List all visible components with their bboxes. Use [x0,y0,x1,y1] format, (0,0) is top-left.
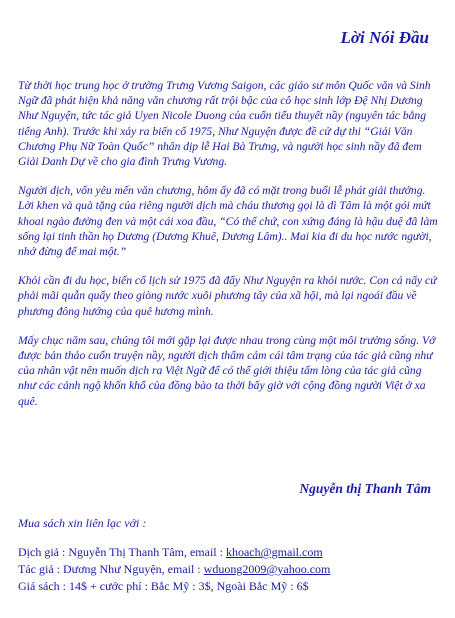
page-heading: Lời Nói Đầu [340,28,429,47]
signature: Nguyễn thị Thanh Tâm [299,481,431,496]
paragraph-4: Mấy chục năm sau, chúng tôi mới gặp lại được nhau trong cùng một môi trường sống. Vớ được bản thảo cuốn truyện nầy, người dịch thấm cảm cái tâm trạng của tác giả cũng như của nhân vật nên muốn dịch ra Việt Ngữ để có thế giới thiệu tấm lòng của tác giả cũng như các cảnh ngộ khốn khổ của đồng bào ta thời bấy giờ với cộng đồng người Việt ở xa quê. [18,333,436,408]
paragraph-1: Từ thời học trung học ở trường Trưng Vương Saigon, các giáo sư môn Quốc văn và Sinh Ngữ đã phát hiện khả năng văn chương rất trội bậc của cô học sinh lớp Đệ Nhị Dương Như Nguyện, tức tác giả Uyen Nicole Duong của cuốn tiểu thuyết nầy (nguyên tác bằng tiếng Anh). Trước khi xảy ra biến cố 1975, Như Nguyện được đề cử dự thi “Giải Văn Chương Phụ Nữ Toàn Quốc” nhân dịp lễ Hai Bà Trưng, và người học sinh nầy đã đem Giải Danh Dự về cho gia đình Trưng Vương. [18,79,431,169]
preface-body [18,78,438,423]
price-line: Giá sách : 14$ + cước phí : Bắc Mỹ : 3$, Ngoài Bắc Mỹ : 6$ [18,579,309,593]
contact-intro: Mua sách xin liên lạc với : [18,516,147,530]
author-contact [18,562,330,577]
author-email-link[interactable]: wduong2009@yahoo.com [203,562,331,576]
author-label: Tác giả : Dương Như Nguyện, email : [18,562,204,576]
translator-email-link[interactable]: khoach@gmail.com [225,545,323,559]
paragraph-2: Người dịch, vốn yêu mến văn chương, hôm ấy đã có mặt trong buổi lễ phát giải thưởng. Lời khen và quà tặng của riêng người dịch mà cháu thương gọi là dì Tâm là một gói mứt khoai ngào đường đen và một cái xoa đầu, “Có thế chứ, con xứng đáng là hậu duệ đã làm sống lại tinh thần họ Dương (Dương Khuê, Dương Lâm).. Mai kia đi du học nước người, nhớ đừng để mai một.” [18,184,438,259]
translator-label: Dịch giả : Nguyễn Thị Thanh Tâm, email : [18,545,226,559]
paragraph-3: Khỏi cần đi du học, biến cố lịch sử 1975 đã đẩy Như Nguyện ra khỏi nước. Con cá nẩy cứ phải mãi quẫn quẩy theo giòng nước xuôi phương tây của xã hội, mà lại ngoái đầu về phương đông hướng của quê hương mình. [18,274,437,318]
translator-contact [18,545,323,560]
